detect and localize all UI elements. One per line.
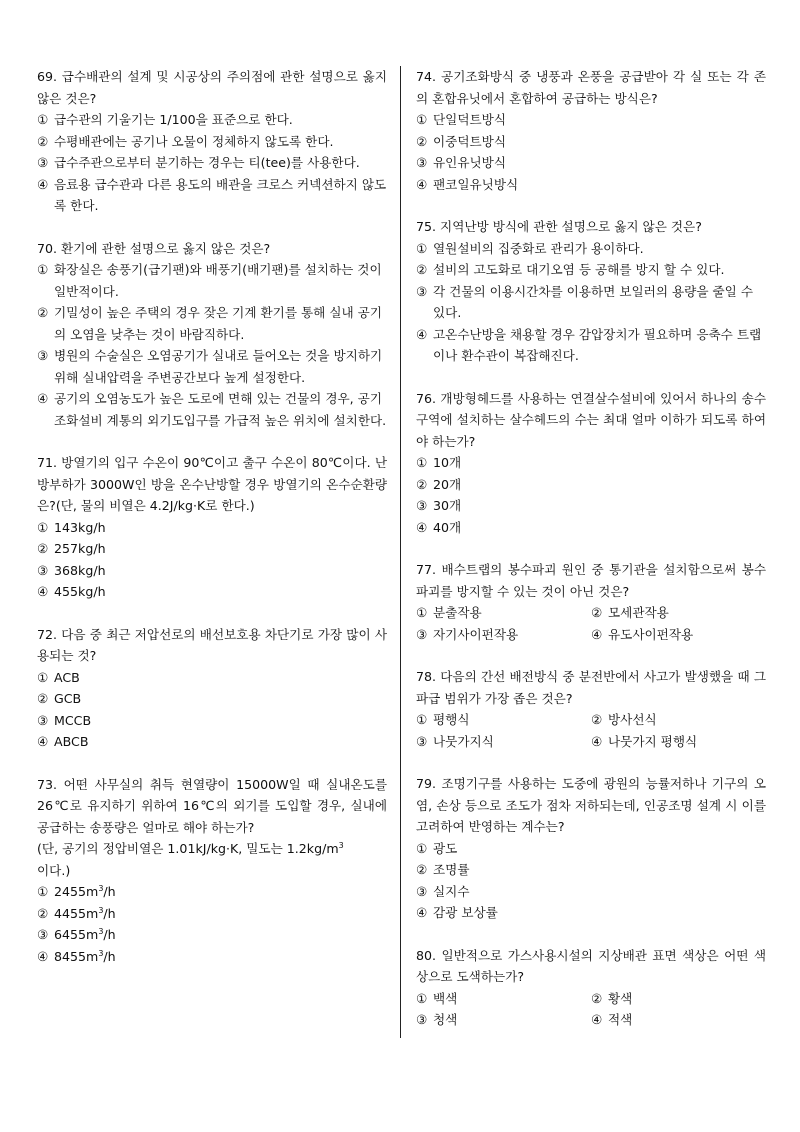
option-marker: ② [37,691,49,706]
option-3 [416,1009,591,1031]
option-text: 단일덕트방식 [433,112,506,127]
unit-suffix: /h [103,884,116,899]
option-marker: ④ [591,626,603,642]
unit-superscript: 3 [98,905,104,915]
option-text: 열원설비의 집중화로 관리가 용이하다. [433,240,644,256]
option-2 [591,602,766,624]
option-marker: ① [416,112,428,127]
option-row [416,731,766,753]
option-4 [37,388,387,431]
option-text: ACB [54,669,80,685]
option-4 [416,174,766,196]
option-3 [416,281,766,324]
option-marker: ① [416,605,428,620]
option-marker: ② [591,990,603,1006]
option-text: 백색 [433,990,458,1006]
option-2 [591,988,766,1010]
column-divider [400,66,401,1038]
option-marker: ② [591,605,603,620]
option-3 [37,710,387,732]
note-text: (단, 공기의 정압비열은 1.01kJ/kg·K, 밀도는 1.2kg/m [37,841,339,856]
option-text: 방사선식 [608,712,657,727]
option-3 [416,152,766,174]
option-marker: ② [37,541,49,556]
option-2 [416,259,766,281]
option-row [416,709,766,731]
option-text: ABCB [54,734,89,749]
option-4 [416,324,766,367]
option-marker: ④ [591,1012,603,1027]
option-marker: ① [37,262,49,277]
option-marker: ④ [37,176,49,192]
option-text: 분출작용 [433,605,482,620]
option-text: 실지수 [433,883,470,899]
option-text: 수평배관에는 공기나 오물이 정체하지 않도록 한다. [54,133,334,149]
question-stem: 75. 지역난방 방식에 관한 설명으로 옳지 않은 것은? [416,219,702,234]
question-79 [416,773,766,924]
option-text: 급수주관으로부터 분기하는 경우는 티(tee)를 사용한다. [54,155,360,170]
option-text: 4455m [54,905,99,921]
option-text: 평행식 [433,712,470,727]
option-marker: ③ [416,733,428,749]
option-row [416,624,766,646]
option-2 [37,538,387,560]
option-marker: ① [416,240,428,256]
option-text: 368kg/h [54,562,106,578]
option-1 [416,602,591,624]
option-marker: ④ [591,733,603,749]
question-stem: 77. 배수트랩의 봉수파괴 원인 중 통기관을 설치함으로써 봉수파괴를 방지할 수 있는 것이 아닌 것은? [416,562,766,599]
option-text: 자기사이펀작용 [433,626,519,642]
option-text: 20개 [433,476,462,492]
option-1 [416,452,766,474]
option-marker: ③ [416,498,428,513]
option-marker: ① [416,455,428,470]
question-stem: 73. 어떤 사무실의 취득 현열량이 15000W일 때 실내온도를 26℃로 유지하기 위하여 16℃의 외기를 도입할 경우, 실내에 공급하는 송풍량은 얼마로 해야 하는가? [37,776,387,835]
option-4 [591,1009,766,1031]
right-column [416,66,766,1052]
option-marker: ③ [37,927,49,942]
question-72 [37,624,387,753]
option-row [416,602,766,624]
option-text: 이중덕트방식 [433,133,506,149]
option-text: 급수관의 기울기는 1/100을 표준으로 한다. [54,112,293,127]
option-text: 적색 [608,1012,633,1027]
option-text: MCCB [54,712,92,728]
option-2 [416,474,766,496]
option-row [416,1009,766,1031]
unit-superscript: 3 [98,926,104,936]
option-marker: ① [416,840,428,856]
option-1 [416,709,591,731]
option-marker: ③ [416,1012,428,1027]
option-text: 455kg/h [54,584,106,599]
option-3 [37,560,387,582]
option-row [416,988,766,1010]
option-marker: ① [37,519,49,535]
question-77 [416,559,766,645]
question-80 [416,945,766,1031]
option-marker: ④ [416,326,428,342]
option-4 [591,731,766,753]
option-4 [37,174,387,217]
note-text-end: 이다.) [37,862,71,878]
question-76 [416,388,766,539]
option-text: 설비의 고도화로 대기오염 등 공해를 방지 할 수 있다. [433,262,725,277]
option-marker: ③ [37,155,49,170]
option-text: 감광 보상률 [433,905,498,920]
option-4 [37,581,387,603]
note-superscript: 3 [338,840,344,850]
question-note [37,838,387,881]
option-3 [37,924,387,946]
question-70 [37,238,387,432]
question-74 [416,66,766,195]
option-1 [416,238,766,260]
option-1 [416,988,591,1010]
question-71 [37,452,387,603]
option-3 [416,731,591,753]
option-3 [416,624,591,646]
option-text: 6455m [54,927,99,942]
option-1 [37,667,387,689]
question-stem: 72. 다음 중 최근 저압선로의 배선보호용 차단기로 가장 많이 사용되는 것? [37,626,387,663]
unit-suffix: /h [103,905,116,921]
option-marker: ③ [37,562,49,578]
question-73 [37,774,387,968]
option-text: 각 건물의 이용시간차를 이용하면 보일러의 용량을 줄일 수 있다. [433,283,753,320]
option-text: 청색 [433,1012,458,1027]
option-text: 나뭇가지식 [433,733,494,749]
option-marker: ① [416,990,428,1006]
option-marker: ③ [416,283,428,299]
option-text: 40개 [433,519,462,535]
option-text: 257kg/h [54,541,106,556]
option-text: 광도 [433,840,458,856]
option-4 [591,624,766,646]
option-1 [416,109,766,131]
option-marker: ② [416,133,428,149]
option-marker: ④ [416,176,428,192]
option-1 [37,517,387,539]
option-text: 황색 [608,990,633,1006]
option-marker: ② [37,905,49,921]
option-text: GCB [54,691,82,706]
option-marker: ④ [37,391,49,406]
option-text: 화장실은 송풍기(급기팬)와 배풍기(배기팬)를 설치하는 것이 일반적이다. [54,262,382,299]
option-marker: ② [416,262,428,277]
option-4 [37,946,387,968]
option-text: 나뭇가지 평행식 [608,733,698,749]
option-2 [37,903,387,925]
option-marker: ③ [416,626,428,642]
option-text: 병원의 수술실은 오염공기가 실내로 들어오는 것을 방지하기 위해 실내압력을 주변공간보다 높게 설정한다. [54,348,383,385]
question-stem: 76. 개방형헤드를 사용하는 연결살수설비에 있어서 하나의 송수구역에 설치하는 살수헤드의 수는 최대 얼마 이하가 되도록 하여야 하는가? [416,390,766,449]
option-marker: ② [416,476,428,492]
option-text: 모세관작용 [608,605,669,620]
option-marker: ① [37,884,49,899]
question-stem: 70. 환기에 관한 설명으로 옳지 않은 것은? [37,240,271,256]
option-3 [416,495,766,517]
option-text: 음료용 급수관과 다른 용도의 배관을 크로스 커넥션하지 않도록 한다. [54,176,387,213]
question-78 [416,666,766,752]
option-marker: ④ [37,948,49,964]
option-2 [37,302,387,345]
unit-superscript: 3 [98,948,104,958]
option-marker: ① [37,669,49,685]
option-2 [591,709,766,731]
option-text: 30개 [433,498,462,513]
question-stem: 69. 급수배관의 설계 및 시공상의 주의점에 관한 설명으로 옳지 않은 것은? [37,69,387,106]
option-1 [416,838,766,860]
option-marker: ③ [416,155,428,170]
option-marker: ② [37,305,49,320]
option-3 [37,345,387,388]
option-text: 조명률 [433,862,470,877]
option-marker: ③ [37,712,49,728]
option-marker: ② [37,133,49,149]
option-1 [37,881,387,903]
option-2 [37,131,387,153]
unit-superscript: 3 [98,883,104,893]
option-text: 공기의 오염농도가 높은 도로에 면해 있는 건물의 경우, 공기조화설비 계통의 외기도입구를 가급적 높은 위치에 설치한다. [54,391,387,428]
option-text: 팬코일유닛방식 [433,176,519,192]
option-4 [37,731,387,753]
option-marker: ① [416,712,428,727]
option-text: 8455m [54,948,99,964]
option-marker: ③ [416,883,428,899]
option-text: 고온수난방을 채용할 경우 감압장치가 필요하며 응축수 트랩이나 환수관이 복잡해진다. [433,326,762,363]
option-marker: ④ [416,905,428,920]
option-1 [37,259,387,302]
unit-suffix: /h [103,948,116,964]
option-4 [416,902,766,924]
option-text: 유도사이펀작용 [608,626,694,642]
question-stem: 79. 조명기구를 사용하는 도중에 광원의 능률저하나 기구의 오염, 손상 등으로 조도가 점차 저하되는데, 인공조명 설계 시 이를 고려하여 반영하는 계수는? [416,776,766,834]
option-text: 143kg/h [54,519,106,535]
option-4 [416,517,766,539]
question-stem: 78. 다음의 간선 배전방식 중 분전반에서 사고가 발생했을 때 그 파급 범위가 가장 좁은 것은? [416,669,766,706]
question-stem: 71. 방열기의 입구 수온이 90℃이고 출구 수온이 80℃이다. 난방부하가 3000W인 방을 온수난방할 경우 방열기의 온수순환량은?(단, 물의 비열은 4.2J/kg·K로 한다.) [37,455,387,513]
option-3 [416,881,766,903]
option-marker: ③ [37,348,49,363]
option-marker: ④ [416,519,428,535]
option-3 [37,152,387,174]
option-marker: ④ [37,734,49,749]
question-69 [37,66,387,217]
option-2 [416,131,766,153]
option-text: 기밀성이 높은 주택의 경우 잦은 기계 환기를 통해 실내 공기의 오염을 낮추는 것이 바람직하다. [54,305,383,342]
question-75 [416,216,766,367]
option-marker: ② [591,712,603,727]
left-column [37,66,387,988]
option-marker: ② [416,862,428,877]
option-marker: ④ [37,584,49,599]
option-text: 10개 [433,455,462,470]
unit-suffix: /h [103,927,116,942]
option-2 [416,859,766,881]
option-marker: ① [37,112,49,127]
option-text: 유인유닛방식 [433,155,506,170]
question-stem: 80. 일반적으로 가스사용시설의 지상배관 표면 색상은 어떤 색상으로 도색하는가? [416,947,766,984]
option-2 [37,688,387,710]
option-1 [37,109,387,131]
question-stem: 74. 공기조화방식 중 냉풍과 온풍을 공급받아 각 실 또는 각 존의 혼합유닛에서 혼합하여 공급하는 방식은? [416,69,766,106]
option-text: 2455m [54,884,99,899]
